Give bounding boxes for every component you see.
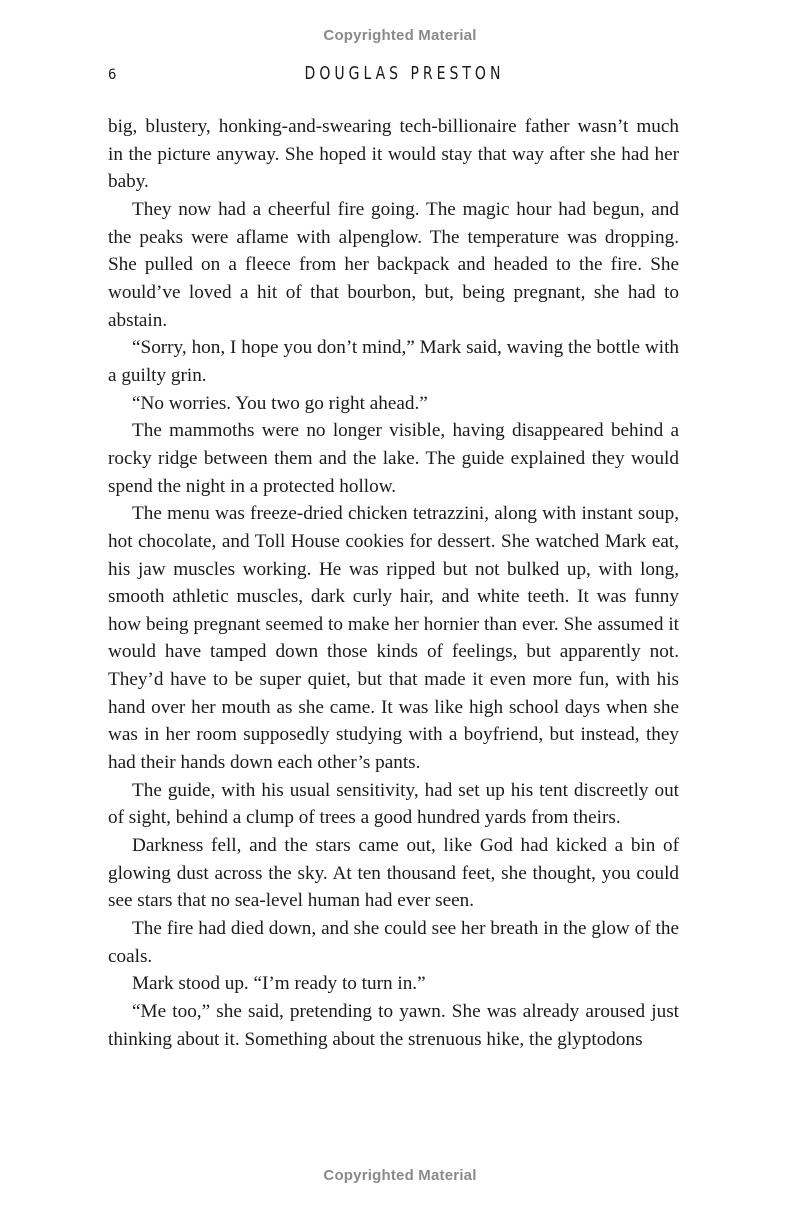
paragraph: “Me too,” she said, pretending to yawn. She was already aroused just thinking about it. Something about the strenuous hike, the glyptodons <box>108 1001 679 1050</box>
paragraph: Darkness fell, and the stars came out, like God had kicked a bin of glowing dust across the sky. At ten thousand feet, she thought, you could see stars that no sea-level human had ever seen. <box>108 835 679 912</box>
paragraph: big, blustery, honking-and-swearing tech-billionaire father wasn’t much in the picture anyway. She hoped it would stay that way after she had her baby. <box>108 116 679 193</box>
running-head <box>108 64 679 88</box>
body-text <box>108 113 679 1053</box>
paragraph: “No worries. You two go right ahead.” <box>132 392 428 414</box>
running-title-author: DOUGLAS PRESTON <box>304 64 505 84</box>
paragraph: The mammoths were no longer visible, having disappeared behind a rocky ridge between them and the lake. The guide explained they would spend the night in a protected hollow. <box>108 420 679 497</box>
page-number: 6 <box>108 67 117 83</box>
paragraph: The menu was freeze-dried chicken tetrazzini, along with instant soup, hot chocolate, and Toll House cookies for dessert. She watched Mark eat, his jaw muscles working. He was ripped but not bulked up, with long, smooth athletic muscles, dark curly hair, and white teeth. It was funny how being pregnant seemed to make her hornier than ever. She assumed it would have tamped down those kinds of feelings, but apparently not. They’d have to be super quiet, but that made it even more fun, with his hand over her mouth as she came. It was like high school days when she was in her room supposedly studying with a boyfriend, but instead, they had their hands down each other’s pants. <box>108 503 679 774</box>
paragraph: Mark stood up. “I’m ready to turn in.” <box>132 973 426 995</box>
paragraph: “Sorry, hon, I hope you don’t mind,” Mark said, waving the bottle with a guilty grin. <box>108 337 679 386</box>
paragraph: The guide, with his usual sensitivity, had set up his tent discreetly out of sight, behind a clump of trees a good hundred yards from theirs. <box>108 779 679 829</box>
paragraph: The fire had died down, and she could see her breath in the glow of the coals. <box>108 918 679 967</box>
paragraph: They now had a cheerful fire going. The magic hour had begun, and the peaks were aflame with alpenglow. The temperature was dropping. She pulled on a fleece from her backpack and headed to the fire. She would’ve loved a hit of that bourbon, but, being pregnant, she had to abstain. <box>108 198 679 331</box>
copyright-watermark-top: Copyrighted Material <box>323 27 477 44</box>
copyright-watermark-bottom: Copyrighted Material <box>323 1167 477 1184</box>
